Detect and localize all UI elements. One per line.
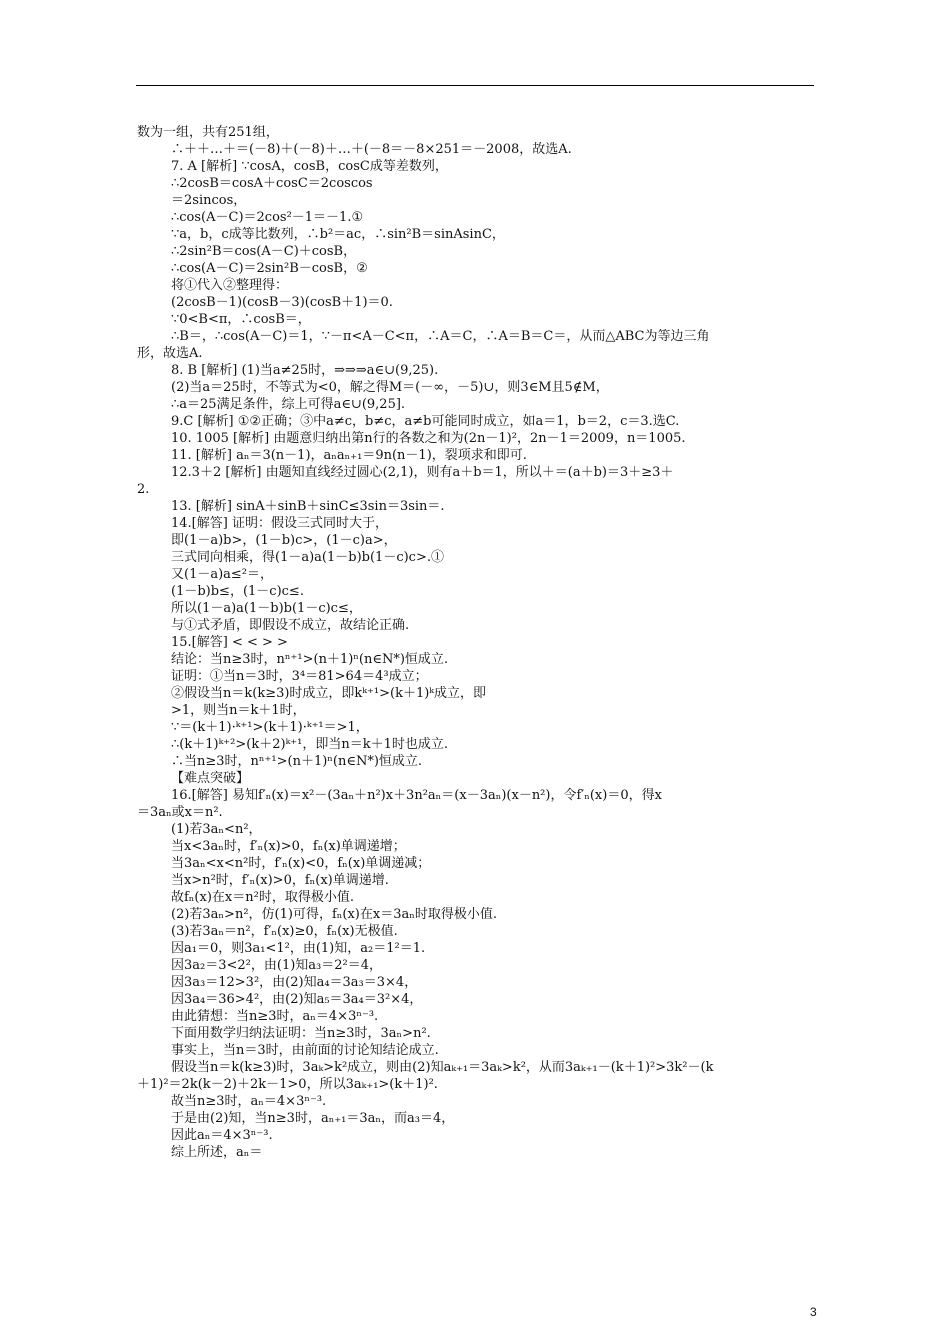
text-line: 将①代入②整理得： <box>171 278 289 293</box>
text-line: 当x<3aₙ时，f′ₙ(x)>0，fₙ(x)单调递增； <box>171 839 406 854</box>
text-line: (1－b)b≤，(1－c)c≤. <box>171 584 304 599</box>
text-line: 12.3＋2 [解析] 由题知直线经过圆心(2,1)，则有a＋b＝1，所以＋＝(a＋b)＝3＋≥3＋ <box>171 465 674 480</box>
text-line: 【难点突破】 <box>171 771 250 786</box>
text-line: ∴cos(A－C)＝2cos²－1＝－1.① <box>171 210 364 225</box>
text-line: 又(1－a)a≤²＝， <box>171 567 274 582</box>
text-line: ∴2sin²B＝cos(A－C)＋cosB， <box>171 244 357 259</box>
text-line: 综上所述，aₙ＝ <box>171 1145 263 1160</box>
text-line: 2. <box>137 482 150 497</box>
text-line: 故当n≥3时，aₙ＝4×3ⁿ⁻³. <box>171 1094 327 1109</box>
text-line: 形，故选A. <box>137 346 203 361</box>
text-line: ∴当n≥3时，nⁿ⁺¹>(n＋1)ⁿ(n∈N*)恒成立. <box>171 754 423 769</box>
text-line: ＋1)²＝2k(k－2)＋2k－1>0，所以3aₖ₊₁>(k＋1)². <box>137 1077 438 1092</box>
text-line: >1，则当n＝k＋1时， <box>171 703 306 718</box>
text-line: 下面用数学归纳法证明：当n≥3时，3aₙ>n². <box>171 1026 431 1041</box>
text-line: (2)若3aₙ>n²，仿(1)可得，fₙ(x)在x＝3aₙ时取得极小值. <box>171 907 497 922</box>
text-line: 即(1－a)b>，(1－b)c>，(1－c)a>， <box>171 533 397 548</box>
text-line: 因3a₄＝36>4²，由(2)知a₅＝3a₄＝3²×4， <box>171 992 423 1007</box>
text-line: 15.[解答] < < > > <box>171 635 288 650</box>
text-line: 故fₙ(x)在x＝n²时，取得极小值. <box>171 890 354 905</box>
text-line: 13. [解析] sinA＋sinB＋sinC≤3sin＝3sin＝. <box>171 499 445 514</box>
text-line: 因3a₂＝3<2²，由(1)知a₃＝2²＝4， <box>171 958 383 973</box>
text-line: 结论：当n≥3时，nⁿ⁺¹>(n＋1)ⁿ(n∈N*)恒成立. <box>171 652 449 667</box>
text-line: (1)若3aₙ<n²， <box>171 822 262 837</box>
text-line: 16.[解答] 易知f′ₙ(x)＝x²－(3aₙ＋n²)x＋3n²aₙ＝(x－3aₙ)(x－n²)，令f′ₙ(x)＝0，得x <box>171 788 662 803</box>
text-line: 于是由(2)知，当n≥3时，aₙ₊₁＝3aₙ，而a₃＝4， <box>171 1111 455 1126</box>
text-line: 7. A [解析] ∵cosA，cosB，cosC成等差数列， <box>171 159 448 174</box>
text-line: ∴B＝，∴cos(A－C)＝1，∵－π<A－C<π，∴A＝C，∴A＝B＝C＝，从而△ABC为等边三角 <box>171 329 710 344</box>
text-line: (2)当a＝25时，不等式为<0，解之得M＝(－∞，－5)∪，则3∈M且5∉M， <box>171 380 609 395</box>
text-line: 因a₁＝0，则3a₁<1²，由(1)知，a₂＝1²＝1. <box>171 941 426 956</box>
text-line: 9.C [解析] ①②正确；③中a≠c，b≠c，a≠b可能同时成立，如a＝1，b＝2，c＝3.选C. <box>171 414 680 429</box>
header-rule <box>136 85 814 86</box>
text-line: ∴a＝25满足条件，综上可得a∈∪(9,25]. <box>171 397 406 412</box>
page-number: 3 <box>810 1305 817 1319</box>
text-line: 当x>n²时，f′ₙ(x)>0，fₙ(x)单调递增. <box>171 873 389 888</box>
text-line: ＝3aₙ或x＝n². <box>137 805 223 820</box>
text-line: ＝2sincos， <box>171 193 247 208</box>
text-line: 假设当n＝k(k≥3)时，3aₖ>k²成立，则由(2)知aₖ₊₁＝3aₖ>k²，从而3aₖ₊₁－(k＋1)²>3k²－(k <box>171 1060 714 1075</box>
text-line: 证明：①当n＝3时，3⁴＝81>64＝4³成立； <box>171 669 428 684</box>
text-line: 与①式矛盾，即假设不成立，故结论正确. <box>171 618 410 633</box>
text-line: ∵0<B<π，∴cosB＝， <box>171 312 311 327</box>
text-line: 11. [解析] aₙ＝3(n－1)，aₙaₙ₊₁＝9n(n－1)，裂项求和即可. <box>171 448 527 463</box>
text-line: 事实上，当n＝3时，由前面的讨论知结论成立. <box>171 1043 439 1058</box>
solution-text <box>137 124 817 1161</box>
text-line: ∴2cosB＝cosA＋cosC＝2coscos <box>171 176 373 191</box>
text-line: ∴cos(A－C)＝2sin²B－cosB，② <box>171 261 368 276</box>
text-line: 因此aₙ＝4×3ⁿ⁻³. <box>171 1128 273 1143</box>
text-line: 8. B [解析] (1)当a≠25时，⇒⇒⇒a∈∪(9,25). <box>171 363 439 378</box>
text-line: 14.[解答] 证明：假设三式同时大于， <box>171 516 388 531</box>
text-line: ∵a，b，c成等比数列，∴b²＝ac，∴sin²B＝sinAsinC， <box>171 227 505 242</box>
text-line: (3)若3aₙ＝n²，f′ₙ(x)≥0，fₙ(x)无极值. <box>171 924 398 939</box>
text-line: ∴＋＋…＋＝(－8)＋(－8)＋…＋(－8＝－8×251＝－2008，故选A. <box>171 142 572 157</box>
text-line: 数为一组，共有251组， <box>137 125 279 140</box>
text-line: ②假设当n＝k(k≥3)时成立，即kᵏ⁺¹>(k＋1)ᵏ成立，即 <box>171 686 487 701</box>
text-line: 由此猜想：当n≥3时，aₙ＝4×3ⁿ⁻³. <box>171 1009 379 1024</box>
text-line: ∴(k＋1)ᵏ⁺²>(k＋2)ᵏ⁺¹，即当n＝k＋1时也成立. <box>171 737 449 752</box>
text-line: 所以(1－a)a(1－b)b(1－c)c≤， <box>171 601 362 616</box>
text-line: 因3a₃＝12>3²，由(2)知a₄＝3a₃＝3×4， <box>171 975 418 990</box>
text-line: 三式同向相乘，得(1－a)a(1－b)b(1－c)c>.① <box>171 550 444 565</box>
text-line: 当3aₙ<x<n²时，f′ₙ(x)<0，fₙ(x)单调递减； <box>171 856 431 871</box>
text-line: 10. 1005 [解析] 由题意归纳出第n行的各数之和为(2n－1)²，2n－1＝2009，n＝1005. <box>171 431 686 446</box>
text-line: ∵＝(k＋1)·ᵏ⁺¹>(k＋1)·ᵏ⁺¹＝>1， <box>171 720 369 735</box>
text-line: (2cosB－1)(cosB－3)(cosB＋1)＝0. <box>171 295 393 310</box>
